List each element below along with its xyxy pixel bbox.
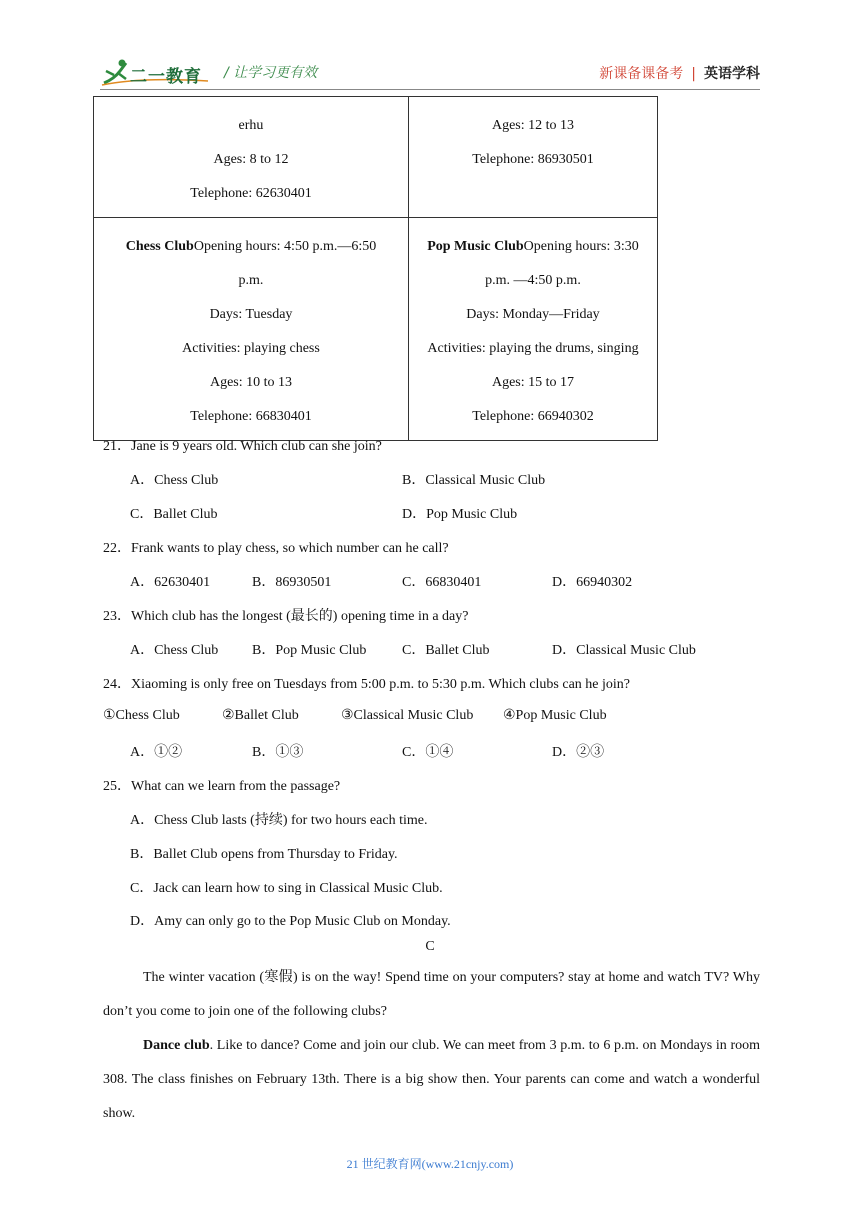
chess-club-cell: Chess ClubOpening hours: 4:50 p.m.—6:50 p.m. Days: Tuesday Activities: playing chess Ages: 10 to 13 Telephone: 66830401 — [94, 218, 409, 441]
option: B．①③ — [252, 745, 304, 760]
option: C．Ballet Club — [402, 643, 490, 658]
option: D．②③ — [552, 745, 605, 760]
table-row — [94, 97, 658, 218]
question-23: 23．Which club has the longest (最长的) opening time in a day? — [103, 609, 469, 624]
table-cell: erhu Ages: 8 to 12 Telephone: 62630401 — [94, 97, 409, 218]
option: A．Chess Club — [130, 643, 219, 658]
choice-item: ①Chess Club — [103, 708, 180, 723]
clubs-table — [93, 96, 658, 441]
question-25: 25．What can we learn from the passage? — [103, 779, 341, 794]
choice-item: ③Classical Music Club — [341, 708, 474, 723]
option: C．66830401 — [402, 575, 482, 590]
header-slogan: / 让学习更有效 — [224, 65, 318, 81]
option: B．Pop Music Club — [252, 643, 367, 658]
option: D．Pop Music Club — [402, 507, 518, 522]
paragraph: Dance club. Like to dance? Come and join our club. We can meet from 3 p.m. to 6 p.m. on Mondays in room 308. The class finishes on February 13th. There is a big show then. Your parents can come and watch a wonderful show. — [103, 1038, 760, 1121]
choice-item: ④Pop Music Club — [503, 708, 607, 723]
question-21: 21．Jane is 9 years old. Which club can she join? — [103, 439, 382, 454]
question-22: 22．Frank wants to play chess, so which number can he call? — [103, 541, 449, 556]
choice-item: ②Ballet Club — [222, 708, 299, 723]
page-footer: 21 世纪教育网(www.21cnjy.com) — [346, 1157, 514, 1171]
option: A．①② — [130, 745, 183, 760]
option: D．Amy can only go to the Pop Music Club on Monday. — [130, 914, 451, 929]
option: D．Classical Music Club — [552, 643, 696, 658]
header-divider — [100, 89, 760, 90]
section-heading: C — [425, 939, 435, 954]
option: A．62630401 — [130, 575, 211, 590]
option: A．Chess Club lasts (持续) for two hours each time. — [130, 813, 428, 828]
page-header — [100, 55, 760, 91]
option: C．①④ — [402, 745, 454, 760]
option: B．Classical Music Club — [402, 473, 546, 488]
option: B．Ballet Club opens from Thursday to Friday. — [130, 847, 398, 862]
option: A．Chess Club — [130, 473, 219, 488]
table-cell: Ages: 12 to 13 Telephone: 86930501 — [409, 97, 658, 218]
passage — [103, 961, 760, 1131]
header-subject: 新课备课备考 | 英语学科 — [599, 66, 760, 82]
paragraph: The winter vacation (寒假) is on the way! Spend time on your computers? stay at home and watch TV? Why don’t you come to join one of the following clubs? — [103, 970, 760, 1019]
question-24: 24．Xiaoming is only free on Tuesdays from 5:00 p.m. to 5:30 p.m. Which clubs can he join? — [103, 677, 631, 692]
option: C．Jack can learn how to sing in Classical Music Club. — [130, 881, 443, 896]
option: B．86930501 — [252, 575, 332, 590]
option: D．66940302 — [552, 575, 633, 590]
pop-music-club-cell: Pop Music ClubOpening hours: 3:30 p.m. —4:50 p.m. Days: Monday—Friday Activities: playing the drums, singing Ages: 15 to 17 Telephone: 66940302 — [409, 218, 658, 441]
option: C．Ballet Club — [130, 507, 218, 522]
table-row — [94, 218, 658, 441]
logo-text: 二一教育 — [130, 67, 202, 87]
